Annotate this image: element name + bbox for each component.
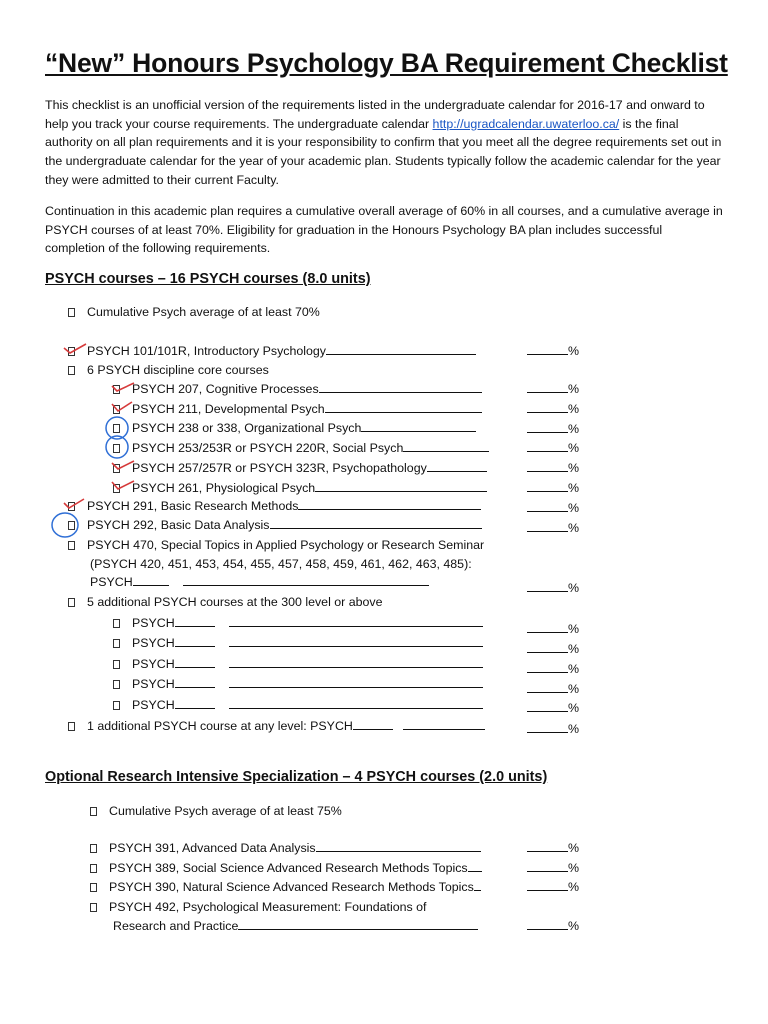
- checkbox[interactable]: [90, 844, 97, 853]
- research-course-percent: %: [527, 840, 579, 856]
- psych291-percent: %: [527, 500, 579, 516]
- core-course-percent: %: [527, 440, 579, 456]
- continuation-paragraph: Continuation in this academic plan requires a cumulative overall average of 60% in all courses, and a cumulative average in PSYCH courses of at least 70%. Eligibility for graduation in the Honours Psychology BA plan includes successful completion of the following requirements.: [45, 204, 723, 256]
- circle-annotation-icon: [104, 434, 130, 460]
- core-courses-item: 6 PSYCH discipline core courses: [68, 362, 269, 378]
- additional-300-item: 5 additional PSYCH courses at the 300 level or above: [68, 594, 383, 610]
- research-course-line2: Research and Practice: [113, 918, 478, 934]
- additional-course-percent: %: [527, 621, 579, 637]
- section1-heading: PSYCH courses – 16 PSYCH courses (8.0 units): [45, 271, 371, 287]
- research-course-item: PSYCH 389, Social Science Advanced Research Methods Topics: [90, 860, 482, 876]
- research-course-percent: %: [527, 860, 579, 876]
- checkbox[interactable]: [113, 619, 120, 628]
- psych470-item: PSYCH 470, Special Topics in Applied Psychology or Research Seminar: [68, 537, 484, 553]
- core-course-percent: %: [527, 381, 579, 397]
- checkbox[interactable]: [68, 366, 75, 375]
- section2-heading: Optional Research Intensive Specialization – 4 PSYCH courses (2.0 units): [45, 769, 548, 785]
- core-course-item: PSYCH 257/257R or PSYCH 323R, Psychopathology: [113, 460, 487, 476]
- research-course-percent: %: [527, 918, 579, 934]
- checkbox[interactable]: [68, 308, 75, 317]
- intro-paragraph: This checklist is an unofficial version of the requirements listed in the undergraduate calendar for 2016-17 and onward to help you track your course requirements. The undergraduate calendar http://ugradcalendar.uwaterloo.ca/ is the final authority on all plan requirements and it is your responsibility to confirm that you meet all the degree requirements set out in the undergraduate calendar for the year of your academic plan. Students typically follow the academic calendar for the year they were admitted to their current Faculty.: [45, 98, 722, 187]
- core-course-percent: %: [527, 460, 579, 476]
- core-course-percent: %: [527, 480, 579, 496]
- calendar-link[interactable]: http://ugradcalendar.uwaterloo.ca/: [432, 116, 620, 131]
- checkbox[interactable]: [90, 903, 97, 912]
- checkmark-icon: [62, 342, 88, 356]
- additional-course-percent: %: [527, 700, 579, 716]
- additional-course-entry: PSYCH: [113, 615, 483, 631]
- checkbox[interactable]: [113, 680, 120, 689]
- psych292-item: PSYCH 292, Basic Data Analysis: [68, 517, 482, 533]
- checkbox[interactable]: [68, 541, 75, 550]
- one-additional-item: 1 additional PSYCH course at any level: PSYCH: [68, 718, 485, 734]
- one-additional-percent: %: [527, 721, 579, 737]
- checkbox[interactable]: [68, 598, 75, 607]
- additional-course-entry: PSYCH: [113, 676, 483, 692]
- additional-course-percent: %: [527, 661, 579, 677]
- core-course-percent: %: [527, 421, 579, 437]
- core-course-item: PSYCH 211, Developmental Psych: [113, 401, 482, 417]
- core-course-item: PSYCH 253/253R or PSYCH 220R, Social Psych: [113, 440, 489, 456]
- research-course-item: PSYCH 391, Advanced Data Analysis: [90, 840, 481, 856]
- checkbox[interactable]: [113, 701, 120, 710]
- psych101-percent: %: [527, 343, 579, 359]
- core-course-percent: %: [527, 401, 579, 417]
- checkbox[interactable]: [90, 864, 97, 873]
- psych470-entry: PSYCH: [90, 574, 429, 590]
- research-average-item: Cumulative Psych average of at least 75%: [90, 803, 342, 819]
- additional-course-percent: %: [527, 641, 579, 657]
- core-course-item: PSYCH 238 or 338, Organizational Psych: [113, 420, 476, 436]
- additional-course-percent: %: [527, 681, 579, 697]
- research-course-percent: %: [527, 879, 579, 895]
- checkmark-icon: [110, 478, 136, 492]
- psych-average-item: Cumulative Psych average of at least 70%: [68, 304, 320, 320]
- checkbox[interactable]: [90, 883, 97, 892]
- additional-course-entry: PSYCH: [113, 635, 483, 651]
- checkmark-icon: [62, 497, 88, 511]
- psych470-percent: %: [527, 580, 579, 596]
- additional-course-entry: PSYCH: [113, 697, 483, 713]
- research-course-item: PSYCH 390, Natural Science Advanced Research Methods Topics: [90, 879, 481, 895]
- page-title: “New” Honours Psychology BA Requirement Checklist: [45, 48, 728, 78]
- psych470-options: (PSYCH 420, 451, 453, 454, 455, 457, 458, 459, 461, 462, 463, 485):: [90, 557, 472, 571]
- checkmark-icon: [110, 400, 136, 414]
- core-course-item: PSYCH 207, Cognitive Processes: [113, 381, 482, 397]
- checkbox[interactable]: [68, 722, 75, 731]
- checkmark-icon: [110, 458, 136, 472]
- circle-annotation-icon: [50, 511, 80, 539]
- checkbox[interactable]: [113, 639, 120, 648]
- additional-course-entry: PSYCH: [113, 656, 483, 672]
- psych292-percent: %: [527, 520, 579, 536]
- checkbox[interactable]: [113, 660, 120, 669]
- psych291-item: PSYCH 291, Basic Research Methods: [68, 498, 481, 514]
- checkbox[interactable]: [90, 807, 97, 816]
- core-course-item: PSYCH 261, Physiological Psych: [113, 480, 487, 496]
- psych101-item: PSYCH 101/101R, Introductory Psychology: [68, 343, 476, 359]
- checkmark-icon: [110, 380, 136, 394]
- research-course-item: PSYCH 492, Psychological Measurement: Foundations of: [90, 899, 427, 915]
